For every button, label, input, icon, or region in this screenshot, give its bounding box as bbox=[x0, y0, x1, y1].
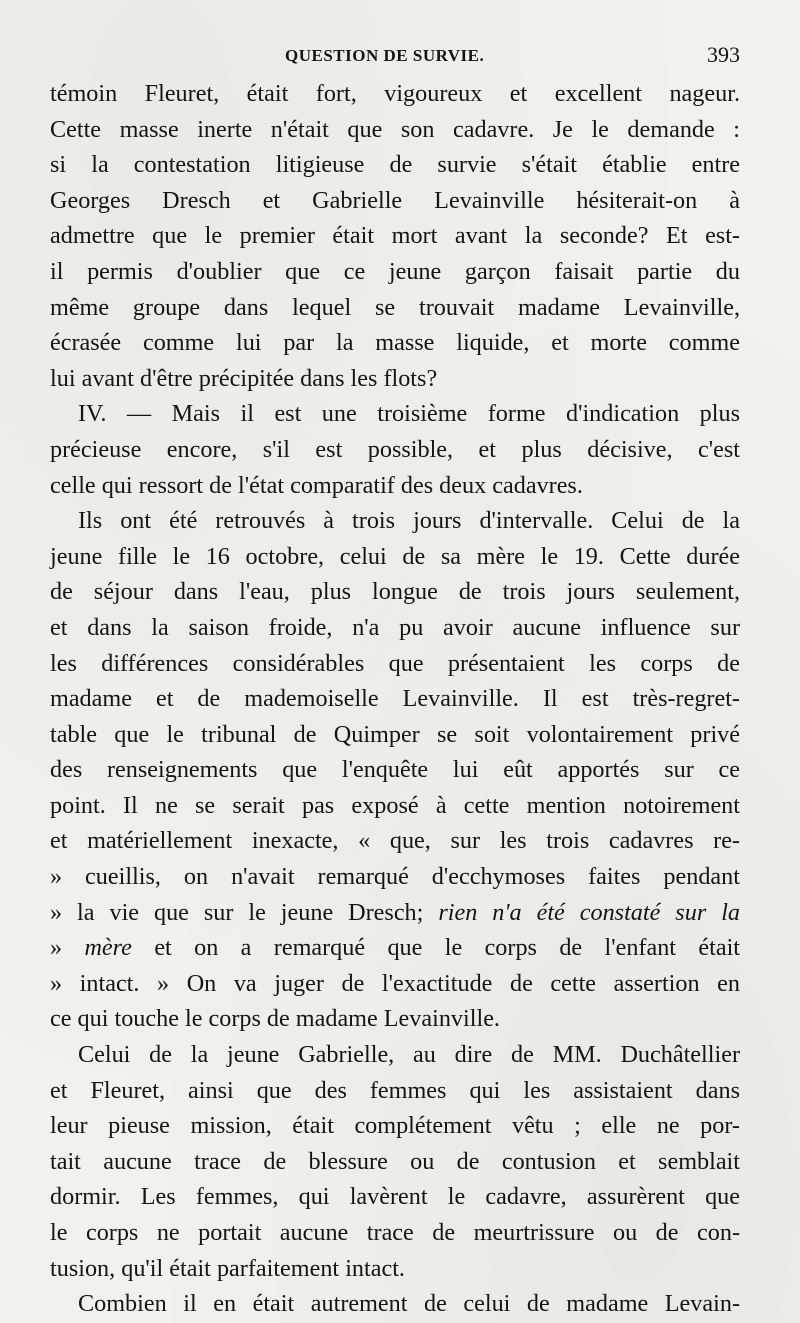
text-line: » cueillis, on n'avait remarqué d'ecchymoses faites pendant bbox=[50, 863, 740, 891]
text-line: » intact. » On va juger de l'exactitude de cette assertion en bbox=[50, 969, 740, 997]
body-text bbox=[50, 76, 740, 1322]
text-line: des renseignements que l'enquête lui eût apportés sur ce bbox=[50, 756, 740, 784]
text-line: même groupe dans lequel se trouvait madame Levainville, bbox=[50, 293, 740, 321]
text-line: Cette masse inerte n'était que son cadavre. Je le demande : bbox=[50, 115, 740, 143]
text-line: tait aucune trace de blessure ou de contusion et semblait bbox=[50, 1147, 740, 1175]
text-line: point. Il ne se serait pas exposé à cette mention notoirement bbox=[50, 791, 740, 819]
text-line: lui avant d'être précipitée dans les flots? bbox=[50, 364, 438, 392]
text-line: et matériellement inexacte, « que, sur les trois cadavres re- bbox=[50, 827, 740, 855]
text-line: précieuse encore, s'il est possible, et plus décisive, c'est bbox=[50, 435, 740, 463]
text-line: leur pieuse mission, était complétement vêtu ; elle ne por- bbox=[50, 1112, 740, 1140]
text-line: Georges Dresch et Gabrielle Levainville hésiterait-on à bbox=[50, 186, 740, 214]
text-segment: » bbox=[50, 934, 63, 962]
italic-segment: mère bbox=[84, 934, 132, 962]
paragraph-start: Ils ont été retrouvés à trois jours d'intervalle. Celui de la bbox=[78, 507, 740, 535]
text-line: témoin Fleuret, était fort, vigoureux et excellent nageur. bbox=[50, 80, 740, 107]
text-line: il permis d'oublier que ce jeune garçon faisait partie du bbox=[50, 257, 740, 285]
running-head: QUESTION DE SURVIE. bbox=[285, 46, 485, 65]
text-line: si la contestation litigieuse de survie s'était établie entre bbox=[50, 151, 740, 179]
text-line: les différences considérables que présentaient les corps de bbox=[50, 649, 740, 677]
text-line: jeune fille le 16 octobre, celui de sa mère le 19. Cette durée bbox=[50, 542, 740, 570]
text-line: tusion, qu'il était parfaitement intact. bbox=[50, 1254, 405, 1282]
text-line: et dans la saison froide, n'a pu avoir aucune influence sur bbox=[50, 613, 740, 641]
text-line: dormir. Les femmes, qui lavèrent le cadavre, assurèrent que bbox=[50, 1183, 740, 1211]
paragraph-start: Combien il en était autrement de celui de madame Levain- bbox=[78, 1290, 740, 1318]
text-line: table que le tribunal de Quimper se soit volontairement privé bbox=[50, 720, 740, 748]
text-line: et Fleuret, ainsi que des femmes qui les assistaient dans bbox=[50, 1076, 740, 1104]
text-line: ce qui touche le corps de madame Levainville. bbox=[50, 1005, 500, 1033]
page-number: 393 bbox=[707, 42, 740, 67]
text-line: admettre que le premier était mort avant la seconde? Et est- bbox=[50, 222, 740, 250]
text-line-with-italic bbox=[50, 895, 740, 931]
paragraph-start: IV. — Mais il est une troisième forme d'indication plus bbox=[78, 400, 740, 428]
paragraph-start: Celui de la jeune Gabrielle, au dire de MM. Duchâtellier bbox=[78, 1041, 740, 1069]
text-line: celle qui ressort de l'état comparatif des deux cadavres. bbox=[50, 471, 583, 499]
text-line: de séjour dans l'eau, plus longue de trois jours seulement, bbox=[50, 578, 740, 606]
text-line: écrasée comme lui par la masse liquide, et morte comme bbox=[50, 329, 740, 357]
italic-segment: rien n'a été constaté sur la bbox=[438, 898, 741, 926]
page-header bbox=[50, 40, 740, 70]
text-line: le corps ne portait aucune trace de meurtrissure ou de con- bbox=[50, 1219, 740, 1246]
text-segment: » la vie que sur le jeune Dresch; bbox=[50, 898, 424, 926]
text-segment: et on a remarqué que le corps de l'enfant était bbox=[154, 934, 741, 962]
text-line: madame et de mademoiselle Levainville. Il est très-regret- bbox=[50, 685, 740, 713]
text-line-with-italic bbox=[50, 930, 740, 966]
